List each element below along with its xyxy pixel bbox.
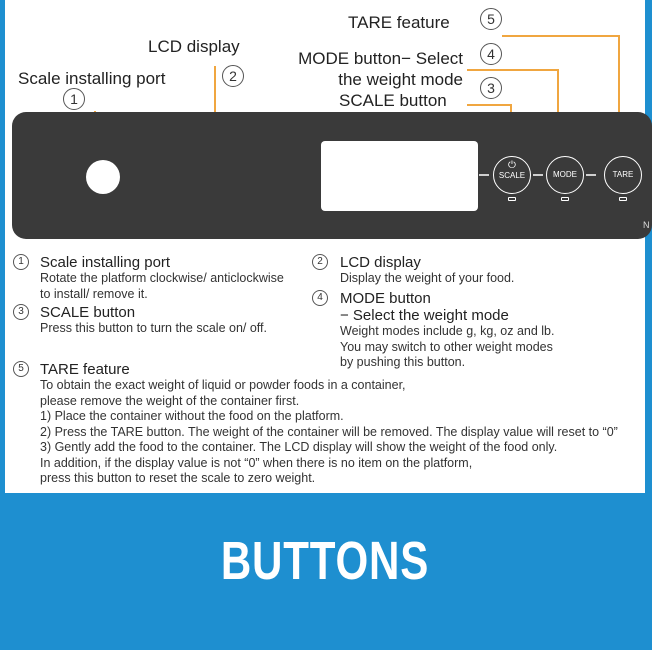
separator-dash (479, 174, 489, 176)
desc-mode-line: Weight modes include g, kg, oz and lb. (340, 324, 555, 338)
desc-mode-line: You may switch to other weight modes (340, 339, 553, 354)
callout-mode-label (273, 48, 463, 90)
callout-mode-line1: MODE button− Select (298, 49, 463, 68)
desc-tare-line: 1) Place the container without the food on the platform. (40, 409, 344, 423)
desc-tare-line: please remove the weight of the container first. (40, 393, 300, 408)
callout-lcd-label: LCD display (148, 37, 240, 56)
mode-button[interactable] (546, 156, 584, 194)
desc-port-line: Rotate the platform clockwise/ anticlockwise (40, 271, 284, 285)
desc-mode-subtitle: − Select the weight mode (340, 307, 509, 324)
desc-scale-line: Press this button to turn the scale on/ off. (40, 321, 267, 335)
desc-port (40, 254, 284, 302)
callout-tare-number: 5 (480, 8, 502, 30)
separator-dash (586, 174, 596, 176)
installing-port (86, 160, 120, 194)
desc-scale-title: SCALE button (40, 304, 136, 321)
lcd-display (321, 141, 478, 211)
callout-port-label: Scale installing port (18, 69, 166, 88)
desc-port-number: 1 (13, 254, 29, 270)
leader-scale-horizontal (467, 104, 512, 106)
desc-tare (40, 361, 618, 487)
scale-button-indicator-icon (508, 197, 516, 201)
desc-tare-line: 3) Gently add the food to the container. The LCD display will show the weight of the food only. (40, 440, 558, 454)
diagram-panel (5, 0, 650, 493)
leader-tare-horizontal (502, 35, 620, 37)
desc-tare-title: TARE feature (40, 361, 130, 378)
desc-scale (40, 304, 267, 337)
callout-scale-number: 3 (480, 77, 502, 99)
mode-button-indicator-icon (561, 197, 569, 201)
scale-control-panel (12, 112, 652, 239)
desc-tare-line: press this button to reset the scale to zero weight. (40, 471, 316, 485)
leader-mode-horizontal (467, 69, 559, 71)
desc-lcd (340, 254, 514, 287)
desc-port-line: to install/ remove it. (40, 286, 148, 301)
tare-button[interactable] (604, 156, 642, 194)
callout-port-number: 1 (63, 88, 85, 110)
callout-lcd-number: 2 (222, 65, 244, 87)
desc-tare-line: 2) Press the TARE button. The weight of the container will be removed. The display value will reset to “0” (40, 424, 618, 439)
edge-letter: N (643, 220, 650, 230)
callout-tare-label: TARE feature (348, 13, 450, 32)
banner-title: BUTTONS (220, 531, 430, 591)
separator-dash (533, 174, 543, 176)
desc-mode-line: by pushing this button. (340, 355, 466, 369)
desc-scale-number: 3 (13, 304, 29, 320)
callout-mode-number: 4 (480, 43, 502, 65)
desc-mode-title: MODE button (340, 290, 431, 307)
desc-tare-line: To obtain the exact weight of liquid or powder foods in a container, (40, 378, 406, 392)
desc-lcd-title: LCD display (340, 254, 421, 271)
desc-lcd-number: 2 (312, 254, 328, 270)
desc-port-title: Scale installing port (40, 254, 171, 271)
callout-mode-line2: the weight mode (338, 70, 463, 89)
desc-lcd-line: Display the weight of your food. (340, 271, 515, 285)
mode-button-label: MODE (553, 170, 577, 179)
callout-scale-label: SCALE button (339, 91, 447, 110)
desc-mode-number: 4 (312, 290, 328, 306)
tare-button-label: TARE (612, 170, 634, 179)
tare-button-indicator-icon (619, 197, 627, 201)
power-icon: ⏻ (508, 160, 516, 171)
scale-button-label: SCALE (498, 171, 526, 180)
desc-tare-line: In addition, if the display value is not “0” when there is no item on the platform, (40, 455, 473, 470)
scale-button[interactable] (493, 156, 531, 194)
desc-mode (340, 290, 554, 371)
desc-tare-number: 5 (13, 361, 29, 377)
